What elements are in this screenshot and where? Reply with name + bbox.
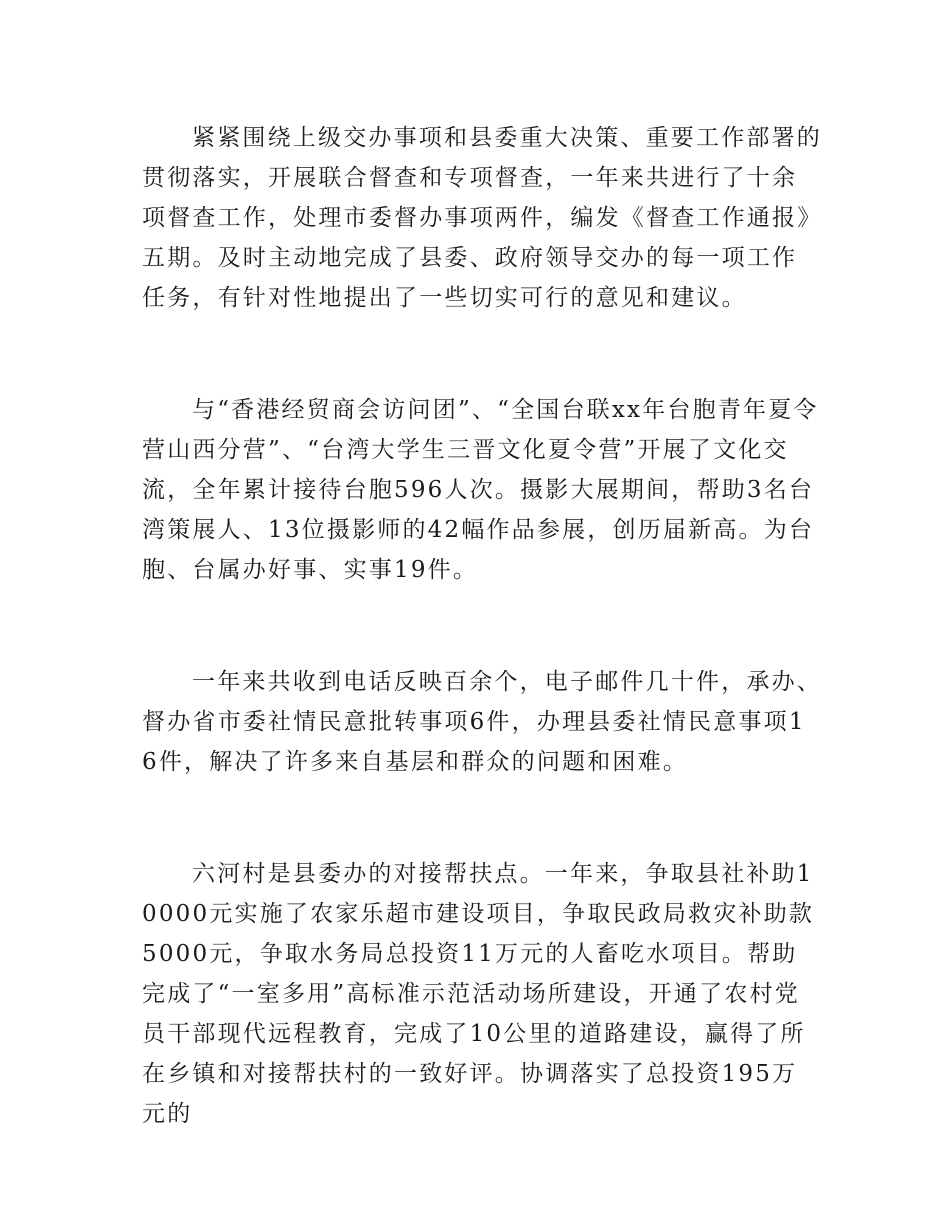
- document-body: [142, 118, 822, 1134]
- paragraph-supervision: 紧紧围绕上级交办事项和县委重大决策、重要工作部署的贯彻落实，开展联合督查和专项督查，一年来共进行了十余项督查工作，处理市委督办事项两件，编发《督查工作通报》五期。及时主动地完成了县委、政府领导交办的每一项工作任务，有针对性地提出了一些切实可行的意见和建议。: [142, 125, 822, 311]
- paragraph-taiwan-exchange: 与“香港经贸商会访问团”、“全国台联xx年台胞青年夏令营山西分营”、“台湾大学生三晋文化夏令营”开展了文化交流，全年累计接待台胞596人次。摄影大展期间，帮助3名台湾策展人、13位摄影师的42幅作品参展，创历届新高。为台胞、台属办好事、实事19件。: [142, 397, 819, 583]
- paragraph-village-assistance: 六河村是县委办的对接帮扶点。一年来，争取县社补助10000元实施了农家乐超市建设项目，争取民政局救灾补助款5000元，争取水务局总投资11万元的人畜吃水项目。帮助完成了“一室多用”高标准示范活动场所建设，开通了农村党员干部现代远程教育，完成了10公里的道路建设，赢得了所在乡镇和对接帮扶村的一致好评。协调落实了总投资195万元的: [142, 861, 815, 1127]
- paragraph-public-opinion: 一年来共收到电话反映百余个，电子邮件几十件，承办、督办省市委社情民意批转事项6件，办理县委社情民意事项16件，解决了许多来自基层和群众的问题和困难。: [142, 669, 822, 775]
